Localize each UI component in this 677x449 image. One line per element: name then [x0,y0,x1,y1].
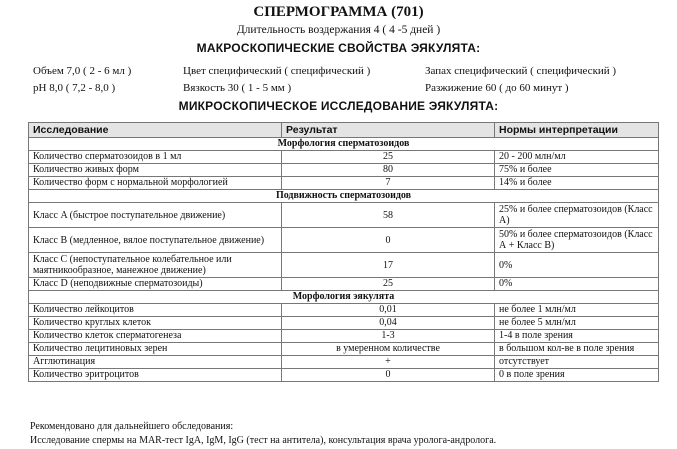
test-result: 58 [282,203,495,228]
test-norm: в большом кол-ве в поле зрения [495,343,659,356]
table-row [29,278,659,291]
table-row [29,356,659,369]
color-value: Цвет специфический ( специфический ) [183,65,371,77]
test-result: в умеренном количестве [282,343,495,356]
table-row [29,369,659,382]
test-name: Количество клеток сперматогенеза [29,330,282,343]
test-norm: 0 в поле зрения [495,369,659,382]
table-row [29,317,659,330]
test-norm: 20 - 200 млн/мл [495,151,659,164]
section-row [29,190,659,203]
table-row [29,151,659,164]
test-name: Класс A (быстрое поступательное движение) [29,203,282,228]
test-result: 80 [282,164,495,177]
viscosity-value: Вязкость 30 ( 1 - 5 мм ) [183,82,292,94]
test-norm: 14% и более [495,177,659,190]
test-result: 0 [282,228,495,253]
test-name: Класс D (неподвижные сперматозоиды) [29,278,282,291]
liquefaction-value: Разжижение 60 ( до 60 минут ) [425,82,569,94]
test-name: Количество сперматозоидов в 1 мл [29,151,282,164]
volume-value: Объем 7,0 ( 2 - 6 мл ) [33,65,132,77]
table-row [29,253,659,278]
test-norm: 1-4 в поле зрения [495,330,659,343]
test-name: Количество лецитиновых зерен [29,343,282,356]
section-title: Подвижность сперматозоидов [29,190,659,203]
test-name: Класс C (непоступательное колебательное или маятникообразное, манежное движение) [29,253,282,278]
test-norm: 50% и более сперматозоидов (Класс А + Класс В) [495,228,659,253]
table-row [29,343,659,356]
table-row [29,304,659,317]
test-norm: не более 5 млн/мл [495,317,659,330]
test-result: 1-3 [282,330,495,343]
section-title: Морфология сперматозоидов [29,138,659,151]
abstinence-line: Длительность воздержания 4 ( 4 -5 дней ) [236,24,441,36]
test-name: Количество живых форм [29,164,282,177]
table-row [29,228,659,253]
test-result: + [282,356,495,369]
section-row [29,138,659,151]
table-row [29,177,659,190]
test-norm: не более 1 млн/мл [495,304,659,317]
test-norm: 25% и более сперматозоидов (Класс А) [495,203,659,228]
test-name: Количество лейкоцитов [29,304,282,317]
recommendation-text: Исследование спермы на MAR-тест IgA, IgM, IgG (тест на антитела), консультация врача уролога-андролога. [30,435,497,446]
column-header-result: Результат [282,123,495,138]
test-norm: 0% [495,278,659,291]
test-result: 0,01 [282,304,495,317]
page-title: СПЕРМОГРАММА (701) [253,4,424,20]
results-table [28,122,659,382]
macro-heading: МАКРОСКОПИЧЕСКИЕ СВОЙСТВА ЭЯКУЛЯТА: [196,41,481,55]
test-result: 25 [282,278,495,291]
test-name: Количество эритроцитов [29,369,282,382]
test-name: Количество круглых клеток [29,317,282,330]
test-name: Количество форм с нормальной морфологией [29,177,282,190]
test-norm: 75% и более [495,164,659,177]
table-row [29,203,659,228]
micro-heading: МИКРОСКОПИЧЕСКОЕ ИССЛЕДОВАНИЕ ЭЯКУЛЯТА: [178,99,499,113]
test-name: Агглютинация [29,356,282,369]
smell-value: Запах специфический ( специфический ) [425,65,617,77]
section-row [29,291,659,304]
column-header-test: Исследование [29,123,282,138]
table-row [29,164,659,177]
section-title: Морфология эякулята [29,291,659,304]
test-result: 17 [282,253,495,278]
test-result: 7 [282,177,495,190]
table-row [29,330,659,343]
recommendations [30,420,496,448]
test-result: 0 [282,369,495,382]
ph-value: pH 8,0 ( 7,2 - 8,0 ) [33,82,116,94]
test-result: 25 [282,151,495,164]
test-norm: 0% [495,253,659,278]
test-norm: отсутствует [495,356,659,369]
recommendation-heading: Рекомендовано для дальнейшего обследования: [30,421,234,432]
test-result: 0,04 [282,317,495,330]
column-header-norm: Нормы интерпретации [495,123,659,138]
test-name: Класс B (медленное, вялое поступательное движение) [29,228,282,253]
table-header-row [29,123,659,138]
